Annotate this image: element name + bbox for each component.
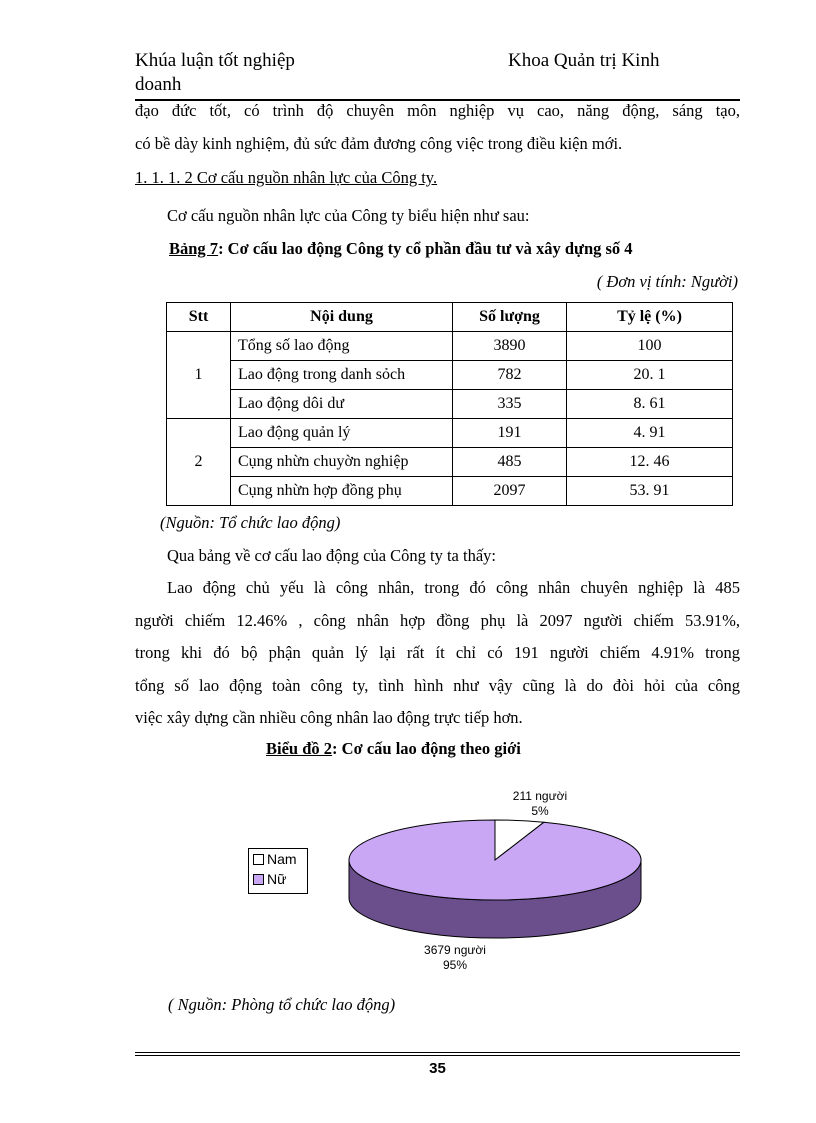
table-caption-label: Bảng 7 [169, 239, 219, 258]
content-cell: Lao động trong danh sỏch [231, 361, 453, 390]
table-unit: ( Đơn vị tính: Người) [596, 272, 738, 291]
chart-title-label: Biểu đồ 2 [266, 739, 333, 758]
qty-cell: 485 [453, 448, 567, 477]
qty-cell: 2097 [453, 477, 567, 506]
header-right: Khoa Quản trị Kinh [508, 50, 660, 71]
footer-rule [135, 1052, 740, 1053]
chart-title [266, 739, 521, 759]
analysis-line-2: người chiếm 12.46% , công nhân hợp đồng phụ là 2097 người chiếm 53.91%, [135, 611, 740, 630]
intro-line-2: có bề dày kinh nghiệm, đủ sức đảm đương công việc trong điều kiện mới. [135, 134, 623, 153]
section-heading: 1. 1. 1. 2 Cơ cấu nguồn nhân lực của Công ty. [135, 168, 438, 187]
data-label-nam [500, 789, 580, 819]
legend-label-nu: Nữ [267, 871, 287, 887]
content-cell: Tổng số lao động [231, 332, 453, 361]
pct-cell: 4. 91 [567, 419, 733, 448]
analysis-line-1: Lao động chủ yếu là công nhân, trong đó công nhân chuyên nghiệp là 485 [167, 578, 740, 597]
legend-swatch-nu [253, 874, 264, 885]
section-intro: Cơ cấu nguồn nhân lực của Công ty biểu hiện như sau: [167, 206, 530, 225]
content-cell: Lao động quản lý [231, 419, 453, 448]
data-label-nu [405, 943, 505, 973]
table-row [167, 390, 733, 419]
analysis-line-4: tổng số lao động toàn công ty, tình hình như vậy cũng là do đòi hỏi của công [135, 676, 740, 695]
data-label-nam-pct: 5% [531, 804, 549, 818]
data-label-nam-count: 211 người [512, 789, 568, 803]
intro-line-1: đạo đức tốt, có trình độ chuyên môn nghiệp vụ cao, năng động, sáng tạo, [135, 101, 740, 120]
table-row [167, 332, 733, 361]
pct-cell: 100 [567, 332, 733, 361]
table-header-row [167, 303, 733, 332]
pct-cell: 20. 1 [567, 361, 733, 390]
analysis-line-5: việc xây dựng cần nhiều công nhân lao động trực tiếp hơn. [135, 708, 523, 727]
qty-cell: 782 [453, 361, 567, 390]
chart-title-text: : Cơ cấu lao động theo giới [332, 739, 521, 758]
header-qty: Số lượng [453, 303, 567, 332]
analysis-intro: Qua bảng về cơ cấu lao động của Công ty ta thấy: [167, 546, 497, 565]
legend-item-nam [249, 849, 307, 869]
table-row [167, 477, 733, 506]
qty-cell: 335 [453, 390, 567, 419]
page-number: 35 [429, 1060, 446, 1077]
pct-cell: 53. 91 [567, 477, 733, 506]
analysis-line-3: trong khi đó bộ phận quản lý lại rất ít chỉ có 191 người chiếm 4.91% trong [135, 643, 740, 662]
table-source: (Nguồn: Tổ chức lao động) [160, 513, 341, 532]
table-row [167, 361, 733, 390]
qty-cell: 191 [453, 419, 567, 448]
chart-source: ( Nguồn: Phòng tổ chức lao động) [168, 995, 396, 1014]
header-stt: Stt [167, 303, 231, 332]
stt-cell: 2 [167, 419, 231, 506]
table-row [167, 419, 733, 448]
content-cell: Lao động dôi dư [231, 390, 453, 419]
footer-rule [135, 1055, 740, 1056]
labor-structure-table [166, 302, 733, 506]
chart-legend [248, 848, 308, 894]
header-left-line2: doanh [135, 74, 182, 95]
legend-item-nu [249, 869, 307, 889]
table-row [167, 448, 733, 477]
pie-slice-nữ [349, 820, 641, 900]
header-left-line1: Khúa luận tốt nghiệp [135, 50, 295, 71]
data-label-nu-pct: 95% [442, 958, 468, 972]
stt-cell: 1 [167, 332, 231, 419]
qty-cell: 3890 [453, 332, 567, 361]
table-caption-text: : Cơ cấu lao động Công ty cổ phần đầu tư và xây dựng số 4 [218, 239, 633, 258]
legend-label-nam: Nam [267, 851, 297, 867]
header-content: Nội dung [231, 303, 453, 332]
content-cell: Cụng nhừn chuyờn nghiệp [231, 448, 453, 477]
gender-pie-chart [330, 815, 660, 945]
legend-swatch-nam [253, 854, 264, 865]
table-caption [169, 239, 633, 259]
pie-top [349, 820, 641, 900]
pct-cell: 12. 46 [567, 448, 733, 477]
header-pct: Tỷ lệ (%) [567, 303, 733, 332]
data-label-nu-count: 3679 người [424, 943, 486, 957]
content-cell: Cụng nhừn hợp đồng phụ [231, 477, 453, 506]
pct-cell: 8. 61 [567, 390, 733, 419]
